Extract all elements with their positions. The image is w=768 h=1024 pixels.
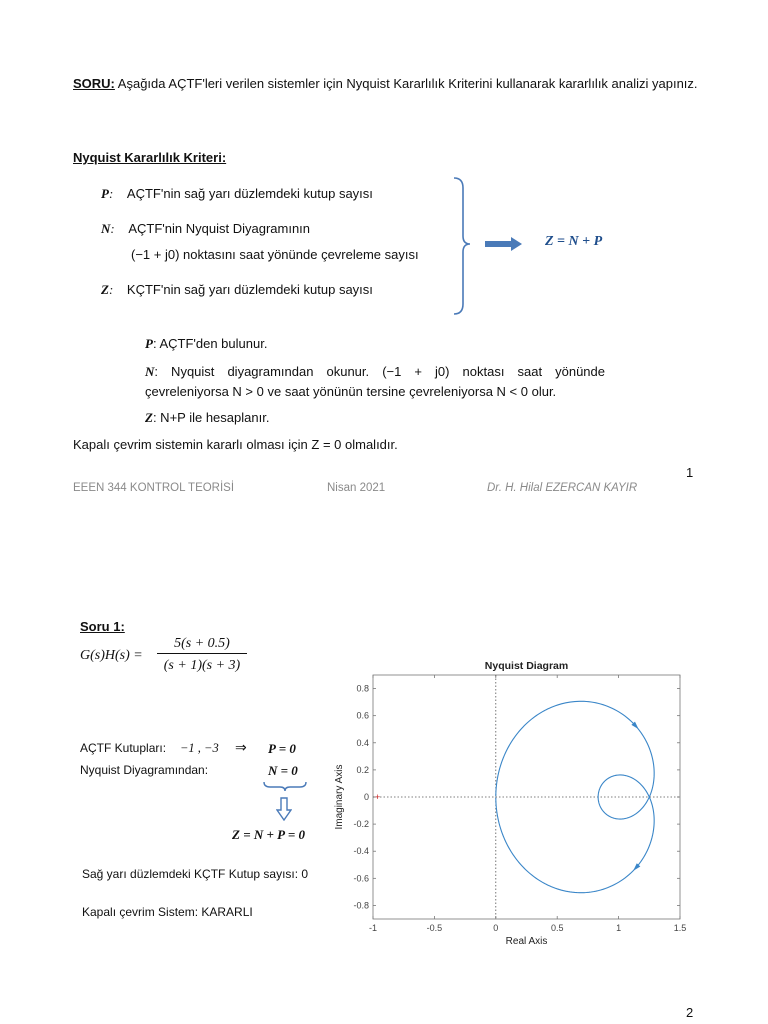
x-tick-label: -0.5 xyxy=(426,923,443,933)
footer-author: Dr. H. Hilal EZERCAN KAYIR xyxy=(487,482,638,494)
n-result: N = 0 xyxy=(268,763,298,778)
note-n-text2: çevreleniyorsa N > 0 ve saat yönünün tersine çevreleniyorsa N < 0 olur. xyxy=(145,384,557,399)
y-axis-label: Imaginary Axis xyxy=(334,764,345,830)
y-tick-label: -0.2 xyxy=(353,819,369,830)
implies-arrow-icon: ⇒ xyxy=(235,739,247,755)
question-label: SORU: xyxy=(73,76,115,91)
page-number-2: 2 xyxy=(686,1005,694,1020)
y-tick-label: -0.8 xyxy=(353,900,369,911)
def-z xyxy=(101,282,373,298)
def-p-colon: : xyxy=(108,186,114,201)
note-p-symbol: P xyxy=(145,336,153,351)
def-n-text: AÇTF'nin Nyquist Diyagramının xyxy=(128,221,311,236)
critical-point-marker: + xyxy=(375,792,381,802)
x-tick-label: 0.5 xyxy=(550,923,564,933)
page-number-1: 1 xyxy=(686,465,694,480)
y-tick-label: 0.8 xyxy=(356,683,369,694)
nyquist-label: Nyquist Diyagramından: xyxy=(80,763,209,777)
y-tick-label: 0.2 xyxy=(356,764,369,775)
def-n xyxy=(101,221,310,237)
def-p xyxy=(101,186,373,202)
rhp-poles-text: Sağ yarı düzlemdeki KÇTF Kutup sayısı: 0 xyxy=(82,867,309,881)
criterion-title: Nyquist Kararlılık Kriteri: xyxy=(73,150,227,165)
y-tick-label: 0 xyxy=(363,792,369,802)
tf-lhs: G(s)H(s) = xyxy=(80,648,143,663)
x-tick-label: 1 xyxy=(616,923,622,933)
def-n-colon: : xyxy=(110,221,115,236)
def-z-symbol: Z xyxy=(101,282,109,297)
y-tick-label: -0.6 xyxy=(353,873,369,884)
z-equation: Z = N + P = 0 xyxy=(232,827,306,842)
under-brace-icon xyxy=(262,780,308,792)
footer-course: EEEN 344 KONTROL TEORİSİ xyxy=(73,482,235,494)
closing-statement: Kapalı çevrim sistemin kararlı olması için Z = 0 olmalıdır. xyxy=(73,437,398,452)
chart-title: Nyquist Diagram xyxy=(484,660,569,672)
y-tick-label: -0.4 xyxy=(353,846,369,857)
tf-numerator: 5(s + 0.5) xyxy=(157,636,247,654)
footer-date: Nisan 2021 xyxy=(327,482,386,494)
tf-denominator: (s + 1)(s + 3) xyxy=(163,658,241,673)
poles-value: −1 , −3 xyxy=(180,741,219,755)
x-tick-label: 0 xyxy=(493,923,499,933)
def-n-symbol: N xyxy=(101,221,111,236)
question-block xyxy=(73,74,698,94)
note-n-text: : Nyquist diyagramından okunur. (−1 + j0) noktası saat yönünde xyxy=(154,364,605,379)
question-text: Aşağıda AÇTF'leri verilen sistemler için Nyquist Kararlılık Kriterini kullanarak kararlılık analizi yapınız. xyxy=(117,76,698,91)
note-p-text: : AÇTF'den bulunur. xyxy=(152,336,268,351)
note-n xyxy=(145,362,605,402)
def-z-text: KÇTF'nin sağ yarı düzlemdeki kutup sayısı xyxy=(126,282,373,297)
def-n-text2: (−1 + j0) noktasını saat yönünde çevreleme sayısı xyxy=(131,247,419,262)
right-arrow-icon xyxy=(484,236,524,252)
result-equation: Z = N + P xyxy=(545,234,603,249)
y-tick-label: 0.4 xyxy=(356,737,369,748)
stability-result: Kapalı çevrim Sistem: KARARLI xyxy=(82,905,253,919)
x-tick-label: 1.5 xyxy=(673,923,687,933)
page2-title: Soru 1: xyxy=(80,619,125,634)
def-p-text: AÇTF'nin sağ yarı düzlemdeki kutup sayısı xyxy=(126,186,373,201)
def-z-colon: : xyxy=(108,282,114,297)
note-z xyxy=(145,410,269,426)
note-z-symbol: Z xyxy=(145,410,153,425)
x-tick-label: -1 xyxy=(368,923,378,933)
note-n-symbol: N xyxy=(145,364,155,379)
nyquist-chart xyxy=(330,655,700,945)
def-p-symbol: P xyxy=(101,186,109,201)
y-tick-label: 0.6 xyxy=(356,710,369,721)
p-result: P = 0 xyxy=(268,741,296,756)
poles-label: AÇTF Kutupları: xyxy=(80,741,167,755)
note-z-text: : N+P ile hesaplanır. xyxy=(152,410,270,425)
down-arrow-icon xyxy=(276,797,292,821)
right-brace-icon xyxy=(450,176,472,316)
note-p xyxy=(145,336,267,352)
x-axis-label: Real Axis xyxy=(505,936,548,945)
